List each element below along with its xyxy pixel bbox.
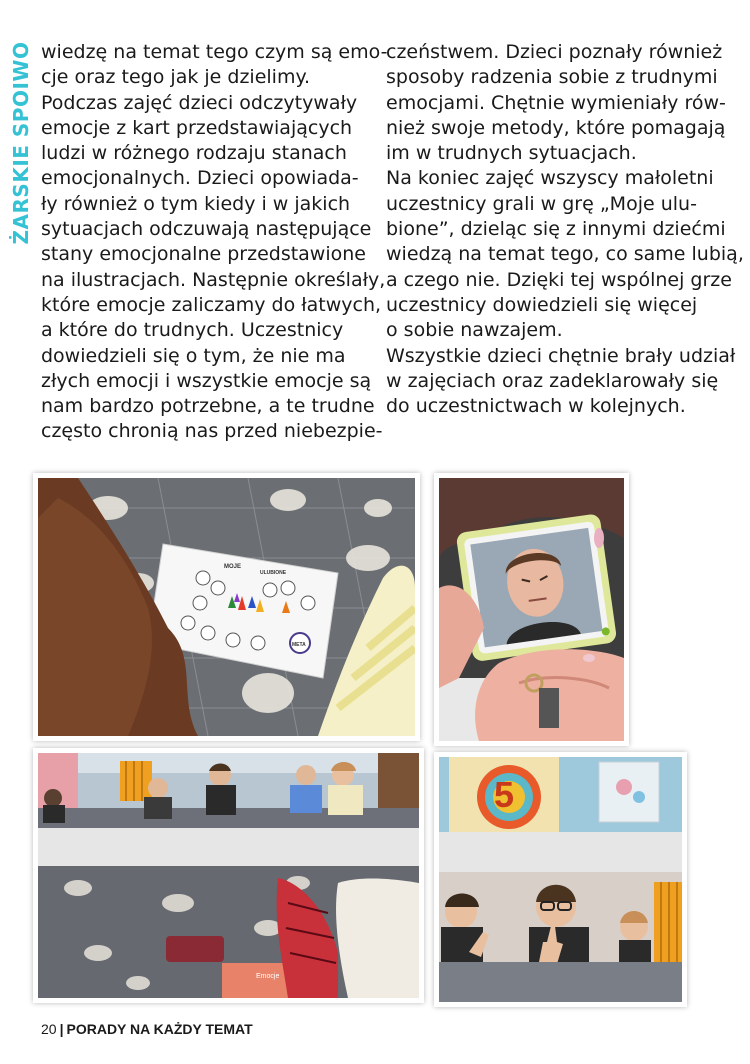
text-line: uczestnicy dowiedzieli się więcej — [386, 293, 698, 316]
text-line: ły również o tym kiedy i w jakich — [41, 192, 351, 215]
svg-text:5: 5 — [494, 774, 515, 815]
emotion-card-illustration — [439, 478, 624, 741]
board-corner-label: META — [292, 642, 306, 648]
text-line: sposoby radzenia sobie z trudnymi — [386, 66, 718, 89]
photo-children-table — [33, 748, 424, 1003]
text-line: złych emocji i wszystkie emocje są — [41, 369, 372, 392]
left-text-column — [41, 40, 388, 445]
text-line: o sobie nawzajem. — [386, 319, 563, 342]
text-line: a czego nie. Dzięki tej wspólnej grze — [386, 268, 732, 291]
text-line: nam bardzo potrzebne, a te trudne — [41, 395, 375, 418]
footer-separator: | — [59, 1021, 64, 1037]
text-line: które emocje zaliczamy do łatwych, — [41, 293, 382, 316]
text-line: emocjami. Chętnie wymieniały rów- — [386, 91, 726, 114]
photo-board-game — [33, 473, 420, 741]
text-line: wiedzę na temat tego czym są emo- — [41, 41, 388, 63]
text-line: do uczestnictwach w kolejnych. — [386, 395, 686, 418]
text-line: wiedzą na temat tego, co same lubią, — [386, 243, 744, 266]
text-line: bione”, dzieląc się z innymi dziećmi — [386, 218, 726, 241]
text-line: Wszystkie dzieci chętnie brały udział — [386, 344, 736, 367]
text-line: cje oraz tego jak je dzielimy. — [41, 66, 311, 89]
photo-emotion-card — [434, 473, 629, 746]
board-title-2: ULUBIONE — [260, 570, 287, 576]
photo-boys — [434, 752, 687, 1007]
board-title-1: MOJE — [224, 564, 242, 570]
section-side-label — [6, 40, 36, 246]
text-line: nież swoje metody, które pomagają — [386, 116, 726, 139]
section-side-label-text: ŻARSKIE SPOIWO — [9, 41, 33, 245]
text-line: Podczas zajęć dzieci odczytywały — [41, 91, 358, 114]
text-line: stany emocjonalne przedstawione — [41, 243, 366, 266]
text-line: często chronią nas przed niebezpie- — [41, 420, 383, 443]
text-line: emocje z kart przedstawiających — [41, 116, 353, 139]
text-line: emocjonalnych. Dzieci opowiada- — [41, 167, 359, 190]
text-line: Na koniec zajęć wszyscy małoletni — [386, 167, 714, 190]
children-table-illustration — [38, 753, 419, 998]
page-number: 20 — [41, 1021, 57, 1037]
text-line: a które do trudnych. Uczestnicy — [41, 319, 344, 342]
text-line: uczestnicy grali w grę „Moje ulu- — [386, 192, 697, 215]
board-game-illustration — [38, 478, 415, 736]
text-line: w zajęciach oraz zadeklarowały się — [386, 369, 719, 392]
text-line: im w trudnych sytuacjach. — [386, 142, 637, 165]
text-line: ludzi w różnego rodzaju stanach — [41, 142, 347, 165]
text-line: czeństwem. Dzieci poznały również — [386, 41, 723, 63]
page-footer — [41, 1021, 253, 1037]
boys-illustration — [439, 757, 682, 1002]
right-text-column — [386, 40, 744, 419]
card-box-label: Emocje — [256, 973, 280, 980]
text-line: na ilustracjach. Następnie określały, — [41, 268, 386, 291]
text-line: sytuacjach odczuwają następujące — [41, 218, 372, 241]
footer-section-title: PORADY NA KAŻDY TEMAT — [66, 1021, 253, 1037]
text-line: dowiedzieli się o tym, że nie ma — [41, 344, 346, 367]
